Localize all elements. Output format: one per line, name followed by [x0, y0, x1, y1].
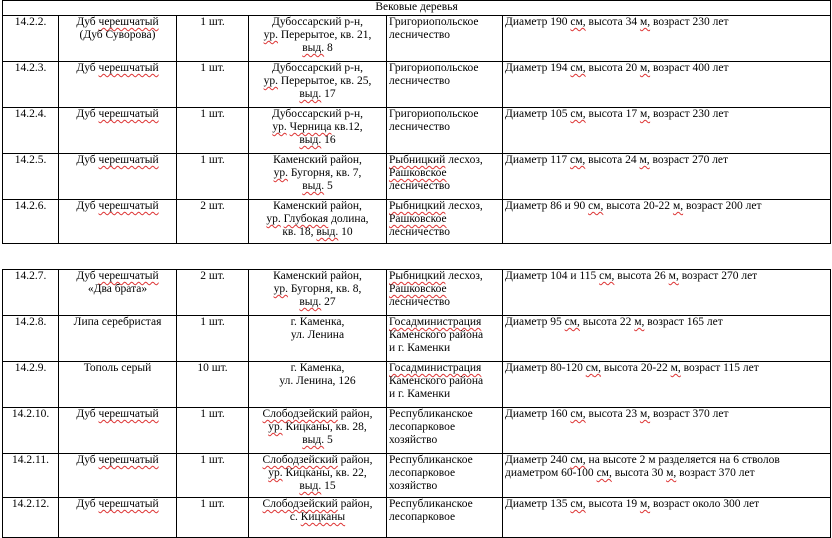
- cell-quantity-line-1: 1 шт.: [200, 108, 225, 120]
- cell-species: [59, 270, 177, 316]
- cell-number: [3, 108, 59, 154]
- cell-location-line-3: выд. 27: [299, 296, 336, 308]
- cell-organization-line-3: лесничество: [389, 296, 450, 308]
- cell-organization-line-2: лесничество: [389, 121, 450, 133]
- cell-description: [503, 200, 831, 244]
- cell-species-line-2: (Дуб Суворова): [79, 29, 156, 41]
- cell-quantity: [177, 108, 249, 154]
- cell-organization-line-3: хозяйство: [389, 434, 438, 446]
- cell-location: [249, 270, 387, 316]
- cell-species-line-1: Липа серебристая: [73, 316, 162, 328]
- cell-species: [59, 108, 177, 154]
- cell-organization-line-1: Григориопольское: [389, 16, 479, 28]
- cell-location-line-1: Каменский район,: [273, 154, 362, 166]
- heritage-trees-table-1: [2, 0, 831, 244]
- cell-species: [59, 154, 177, 200]
- cell-quantity-line-1: 1 шт.: [200, 498, 225, 510]
- cell-description: [503, 16, 831, 62]
- table-row: [3, 498, 831, 538]
- cell-location: [249, 316, 387, 362]
- cell-organization: [387, 154, 503, 200]
- cell-description-line-1: Диаметр 95 см, высота 22 м, возраст 165 лет: [505, 316, 723, 328]
- table-row: [3, 62, 831, 108]
- cell-location-line-1: г. Каменка,: [290, 362, 345, 374]
- cell-quantity: [177, 270, 249, 316]
- cell-location-line-1: Слободзейский район,: [262, 408, 373, 420]
- cell-organization-line-3: лесничество: [389, 180, 450, 192]
- cell-description: [503, 108, 831, 154]
- cell-location-line-1: Каменский район,: [273, 270, 362, 282]
- cell-organization-line-2: Рашковское: [389, 167, 447, 179]
- table-row: [3, 454, 831, 498]
- cell-organization-line-1: Рыбницкий лесхоз,: [389, 154, 483, 166]
- table-title: Вековые деревья: [3, 1, 831, 16]
- cell-location: [249, 454, 387, 498]
- cell-quantity-line-1: 2 шт.: [200, 200, 225, 212]
- cell-organization-line-1: Госадминистрация: [389, 362, 482, 374]
- cell-quantity-line-1: 1 шт.: [200, 16, 225, 28]
- cell-location-line-1: Дубоссарский р-н,: [271, 108, 364, 120]
- cell-quantity: [177, 408, 249, 454]
- cell-organization: [387, 316, 503, 362]
- cell-description-line-1: Диаметр 86 и 90 см, высота 20-22 м, возраст 200 лет: [505, 200, 762, 212]
- cell-organization: [387, 200, 503, 244]
- cell-description-line-1: Диаметр 190 см, высота 34 м, возраст 230 лет: [505, 16, 729, 28]
- table-row: [3, 408, 831, 454]
- cell-location-line-2: ур. Кицканы, кв. 22,: [268, 467, 367, 479]
- cell-location-line-3: выд. 17: [299, 88, 336, 100]
- cell-organization-line-3: и г. Каменки: [389, 388, 451, 400]
- cell-organization-line-2: Каменского района: [389, 375, 484, 387]
- cell-organization: [387, 16, 503, 62]
- cell-description: [503, 362, 831, 408]
- cell-number-line-1: 14.2.6.: [14, 200, 47, 212]
- cell-location-line-2: ул. Ленина: [290, 329, 345, 341]
- cell-species-line-1: Дуб черешчатый: [76, 200, 159, 212]
- cell-organization: [387, 62, 503, 108]
- cell-location: [249, 16, 387, 62]
- cell-organization-line-1: Республиканское: [389, 454, 473, 466]
- table-row: [3, 16, 831, 62]
- cell-number-line-1: 14.2.9.: [14, 362, 47, 374]
- cell-number: [3, 408, 59, 454]
- cell-organization-line-2: лесничество: [389, 29, 450, 41]
- cell-quantity: [177, 316, 249, 362]
- cell-number: [3, 16, 59, 62]
- cell-location-line-1: Каменский район,: [273, 200, 362, 212]
- cell-number: [3, 270, 59, 316]
- table-row: [3, 362, 831, 408]
- cell-organization: [387, 498, 503, 538]
- heritage-trees-table-2: [2, 269, 831, 538]
- cell-organization-line-1: Рыбницкий лесхоз,: [389, 270, 483, 282]
- cell-location-line-1: Дубоссарский р-н,: [271, 16, 364, 28]
- cell-location-line-2: ур. Бугорня, кв. 8,: [273, 283, 362, 295]
- cell-species: [59, 200, 177, 244]
- cell-description: [503, 154, 831, 200]
- cell-number-line-1: 14.2.4.: [14, 108, 47, 120]
- cell-location: [249, 408, 387, 454]
- cell-location-line-1: Дубоссарский р-н,: [271, 62, 364, 74]
- cell-species: [59, 362, 177, 408]
- cell-quantity: [177, 200, 249, 244]
- cell-location-line-1: Слободзейский район,: [262, 498, 373, 510]
- table-row: [3, 270, 831, 316]
- table-row: [3, 154, 831, 200]
- cell-quantity-line-1: 1 шт.: [200, 154, 225, 166]
- cell-location-line-1: г. Каменка,: [290, 316, 345, 328]
- cell-species-line-2: «Два брата»: [87, 283, 148, 295]
- cell-location-line-3: выд. 5: [302, 180, 333, 192]
- cell-organization-line-3: хозяйство: [389, 480, 438, 492]
- cell-number-line-1: 14.2.8.: [14, 316, 47, 328]
- cell-organization-line-2: Рашковское: [389, 283, 447, 295]
- cell-quantity: [177, 16, 249, 62]
- cell-description-line-2: диаметром 60-100 см, высота 30 м, возраст 370 лет: [505, 467, 755, 479]
- cell-organization-line-1: Рыбницкий лесхоз,: [389, 200, 483, 212]
- cell-organization-line-3: лесничество: [389, 226, 450, 238]
- cell-description: [503, 498, 831, 538]
- cell-quantity-line-1: 1 шт.: [200, 316, 225, 328]
- cell-description-line-1: Диаметр 80-120 см, высота 20-22 м, возраст 115 лет: [505, 362, 759, 374]
- cell-location-line-3: выд. 5: [302, 434, 333, 446]
- cell-description: [503, 62, 831, 108]
- cell-organization-line-2: лесопарковое: [389, 511, 456, 523]
- cell-organization-line-1: Госадминистрация: [389, 316, 482, 328]
- cell-organization-line-2: лесопарковое: [389, 421, 456, 433]
- cell-organization-line-3: и г. Каменки: [389, 342, 451, 354]
- cell-quantity: [177, 498, 249, 538]
- cell-number-line-1: 14.2.11.: [12, 454, 49, 466]
- cell-description: [503, 270, 831, 316]
- cell-species: [59, 454, 177, 498]
- cell-organization-line-2: Рашковское: [389, 213, 447, 225]
- cell-organization-line-1: Республиканское: [389, 408, 473, 420]
- cell-organization-line-1: Григориопольское: [389, 108, 479, 120]
- cell-description: [503, 408, 831, 454]
- cell-organization-line-1: Григориопольское: [389, 62, 479, 74]
- cell-number: [3, 454, 59, 498]
- cell-quantity-line-1: 1 шт.: [200, 62, 225, 74]
- cell-number: [3, 498, 59, 538]
- cell-quantity: [177, 362, 249, 408]
- cell-location-line-3: выд. 15: [299, 480, 336, 492]
- table-row: [3, 108, 831, 154]
- cell-quantity: [177, 154, 249, 200]
- cell-quantity: [177, 454, 249, 498]
- cell-number: [3, 200, 59, 244]
- cell-quantity-line-1: 2 шт.: [200, 270, 225, 282]
- cell-number-line-1: 14.2.12.: [11, 498, 50, 510]
- cell-number: [3, 62, 59, 108]
- cell-location: [249, 108, 387, 154]
- cell-number: [3, 154, 59, 200]
- cell-species-line-1: Дуб черешчатый: [76, 154, 159, 166]
- cell-description-line-1: Диаметр 105 см, высота 17 м, возраст 230 лет: [505, 108, 729, 120]
- cell-species-line-1: Дуб черешчатый: [76, 408, 159, 420]
- cell-organization: [387, 454, 503, 498]
- cell-description-line-1: Диаметр 104 и 115 см, высота 26 м, возраст 270 лет: [505, 270, 758, 282]
- table-header-row: [3, 1, 831, 16]
- cell-location-line-3: выд. 16: [299, 134, 336, 146]
- cell-description: [503, 316, 831, 362]
- cell-location: [249, 200, 387, 244]
- cell-number-line-1: 14.2.3.: [14, 62, 47, 74]
- cell-quantity-line-1: 10 шт.: [197, 362, 228, 374]
- cell-species: [59, 62, 177, 108]
- cell-organization: [387, 408, 503, 454]
- cell-location: [249, 62, 387, 108]
- cell-location-line-2: ур. Перерытое, кв. 25,: [263, 75, 372, 87]
- cell-quantity-line-1: 1 шт.: [200, 408, 225, 420]
- cell-location-line-2: с. Кицканы: [289, 511, 346, 523]
- table-row: [3, 316, 831, 362]
- cell-location: [249, 362, 387, 408]
- cell-number-line-1: 14.2.10.: [11, 408, 50, 420]
- cell-species-line-1: Дуб черешчатый: [76, 16, 159, 28]
- cell-location-line-2: ур. Перерытое, кв. 21,: [263, 29, 372, 41]
- cell-location-line-3: кв. 18, выд. 10: [282, 226, 353, 238]
- cell-location-line-2: ур. Глубокая долина,: [266, 213, 369, 225]
- cell-organization-line-2: Каменского района: [389, 329, 484, 341]
- cell-number-line-1: 14.2.2.: [14, 16, 47, 28]
- cell-organization: [387, 270, 503, 316]
- cell-description-line-1: Диаметр 240 см, на высоте 2 м разделяется на 6 стволов: [505, 454, 780, 466]
- cell-location: [249, 154, 387, 200]
- cell-species: [59, 316, 177, 362]
- cell-species-line-1: Дуб черешчатый: [76, 62, 159, 74]
- cell-location-line-2: ур. Черница кв.12,: [272, 121, 363, 133]
- cell-species-line-1: Дуб черешчатый: [76, 108, 159, 120]
- cell-description: [503, 454, 831, 498]
- cell-number-line-1: 14.2.7.: [14, 270, 47, 282]
- cell-number-line-1: 14.2.5.: [14, 154, 47, 166]
- cell-species: [59, 408, 177, 454]
- cell-location-line-3: выд. 8: [302, 42, 333, 54]
- cell-description-line-1: Диаметр 194 см, высота 20 м, возраст 400 лет: [505, 62, 729, 74]
- cell-species-line-1: Дуб черешчатый: [76, 270, 159, 282]
- cell-organization-line-2: лесничество: [389, 75, 450, 87]
- cell-location: [249, 498, 387, 538]
- cell-species-line-1: Дуб черешчатый: [76, 498, 159, 510]
- table-row: [3, 200, 831, 244]
- cell-species: [59, 498, 177, 538]
- cell-organization: [387, 108, 503, 154]
- cell-description-line-1: Диаметр 117 см, высота 24 м, возраст 270 лет: [505, 154, 729, 166]
- cell-quantity-line-1: 1 шт.: [200, 454, 225, 466]
- cell-species: [59, 16, 177, 62]
- cell-quantity: [177, 62, 249, 108]
- cell-description-line-1: Диаметр 135 см, высота 19 м, возраст около 300 лет: [505, 498, 760, 510]
- cell-organization-line-2: лесопарковое: [389, 467, 456, 479]
- cell-description-line-1: Диаметр 160 см, высота 23 м, возраст 370 лет: [505, 408, 729, 420]
- cell-number: [3, 362, 59, 408]
- cell-location-line-2: ур. Бугорня, кв. 7,: [273, 167, 362, 179]
- cell-location-line-2: ур. Кицканы, кв. 28,: [268, 421, 367, 433]
- cell-species-line-1: Дуб черешчатый: [76, 454, 159, 466]
- cell-organization: [387, 362, 503, 408]
- cell-location-line-2: ул. Ленина, 126: [279, 375, 356, 387]
- cell-location-line-1: Слободзейский район,: [262, 454, 373, 466]
- cell-organization-line-1: Республиканское: [389, 498, 473, 510]
- cell-number: [3, 316, 59, 362]
- cell-species-line-1: Тополь серый: [83, 362, 152, 374]
